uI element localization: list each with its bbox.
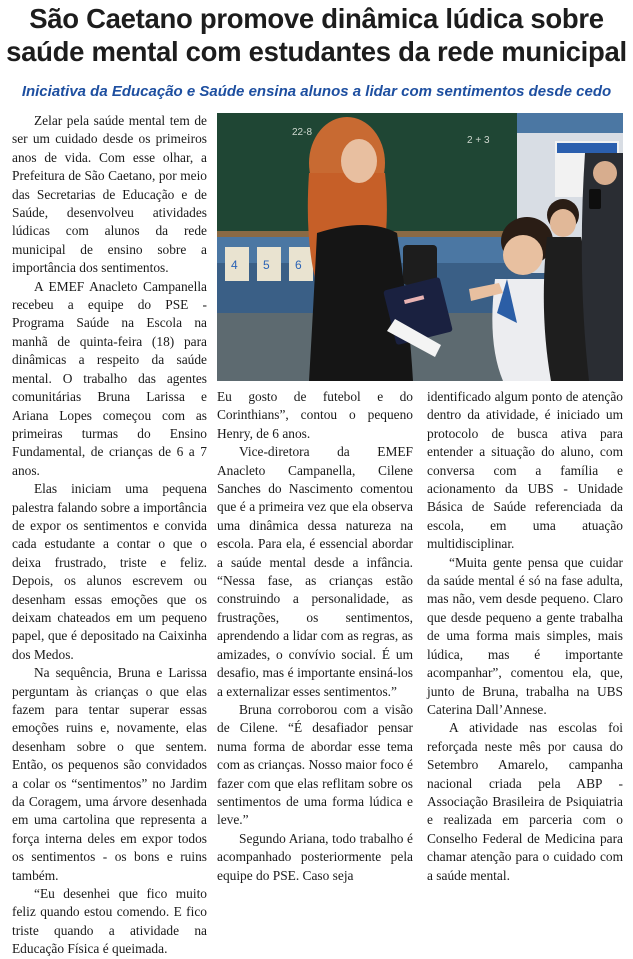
- svg-text:2 + 3: 2 + 3: [467, 135, 490, 146]
- paragraph: Segundo Ariana, todo trabalho é acompanhado posteriormente pela equipe do PSE. Caso seja: [217, 830, 413, 883]
- svg-text:5: 5: [263, 258, 270, 272]
- paragraph: Zelar pela saúde mental tem de ser um cuidado desde os primeiros anos de vida. Com esse olhar, a Prefeitura de São Caetano, por meio das Secretarias de Educação e de Saúde, desenvolveu atividades lúdicas com alunos da rede municipal de ensino sobre a importância dos sentimentos.: [12, 113, 207, 276]
- paragraph: “Eu desenhei que fico muito feliz quando estou comendo. E fico triste quando a atividade na Educação Física é queimada.: [12, 886, 207, 957]
- paragraph: Na sequência, Bruna e Larissa perguntam às crianças o que elas fazem para tentar superar essas emoções ruins e, novamente, elas desenham sobre o que sentem. Então, os pequenos são convidados a colar os “sentimentos” no Jardim da Coragem, uma árvore desenhada em uma cartolina que representa a força interna deles em expor todos os sentimentos - os bons e ruins também.: [12, 665, 207, 883]
- svg-text:22-8: 22-8: [292, 127, 313, 138]
- paragraph: Elas iniciam uma pequena palestra falando sobre a importância de expor os sentimentos e convida cada estudante a contar o que o deixa frustrado, triste e feliz. Depois, os alunos escrevem ou desenham essas emoções que os deixam chateados em um pequeno papel, que é depositado na Caixinha dos Medos.: [12, 481, 207, 662]
- paragraph: A EMEF Anacleto Campanella recebeu a equipe do PSE - Programa Saúde na Escola na manhã de quinta-feira (18) para dinâmicas a respeito da saúde mental. O trabalho das agentes comunitárias Bruna Larissa e Ariana Lopes começou com as primeiras turmas do Ensino Fundamental, de crianças de 6 a 7 anos.: [12, 278, 207, 478]
- paragraph: Bruna corroborou com a visão de Cilene. “É desafiador pensar numa forma de abordar esse tema com as crianças. Nosso maior foco é fazer com que elas reflitam sobre os sentimentos de uma forma lúdica e leve.”: [217, 701, 413, 828]
- paragraph: Eu gosto de futebol e do Corinthians”, contou o pequeno Henry, de 6 anos.: [217, 389, 413, 441]
- paragraph: identificado algum ponto de atenção dentro da atividade, é iniciado um protocolo de busca ativa para entender a situação do aluno, com conversa com a família e acionamento da UBS - Unidade Básica de Saúde referenciada da escola, em uma atuação multidisciplinar.: [427, 389, 623, 552]
- article-column-3: [427, 388, 623, 885]
- svg-text:6: 6: [295, 258, 302, 272]
- headline: São Caetano promove dinâmica lúdica sobre saúde mental com estudantes da rede municipal: [6, 3, 627, 67]
- paragraph: A atividade nas escolas foi reforçada neste mês por causa do Setembro Amarelo, campanha nacional criada pela ABP - Associação Brasileira de Psiquiatria e realizada em parceria com o Conselho Federal de Medicina para chamar atenção para o cuidado com a saúde mental.: [427, 720, 623, 883]
- article-column-1: [12, 112, 207, 959]
- svg-text:4: 4: [231, 258, 238, 272]
- paragraph: “Muita gente pensa que cuidar da saúde mental é só na fase adulta, mas não, vem desde pequeno. Claro que desde pequeno a gente trabalha de uma forma mais simples, mais lúdica, mas é importante acompanhar”, comentou ela, que, junto de Bruna, trabalha na UBS Caterina Dall’Annese.: [427, 554, 623, 717]
- subheadline: Iniciativa da Educação e Saúde ensina alunos a lidar com sentimentos desde cedo: [21, 83, 612, 100]
- paragraph: Vice-diretora da EMEF Anacleto Campanella, Cilene Sanches do Nascimento comentou que é a primeira vez que ela observa uma dinâmica dessa natureza na escola. Para ela, é essencial abordar a saúde mental desde a infância. “Nessa fase, as crianças estão construindo a personalidade, as frustrações, os sentimentos, aprendendo a lidar com as regras, as amizades, o convívio social. É um desafio, mas é importante ensiná-los a externalizar esses sentimentos.”: [217, 444, 413, 699]
- article-column-2: [217, 388, 413, 885]
- classroom-photo: [217, 113, 623, 381]
